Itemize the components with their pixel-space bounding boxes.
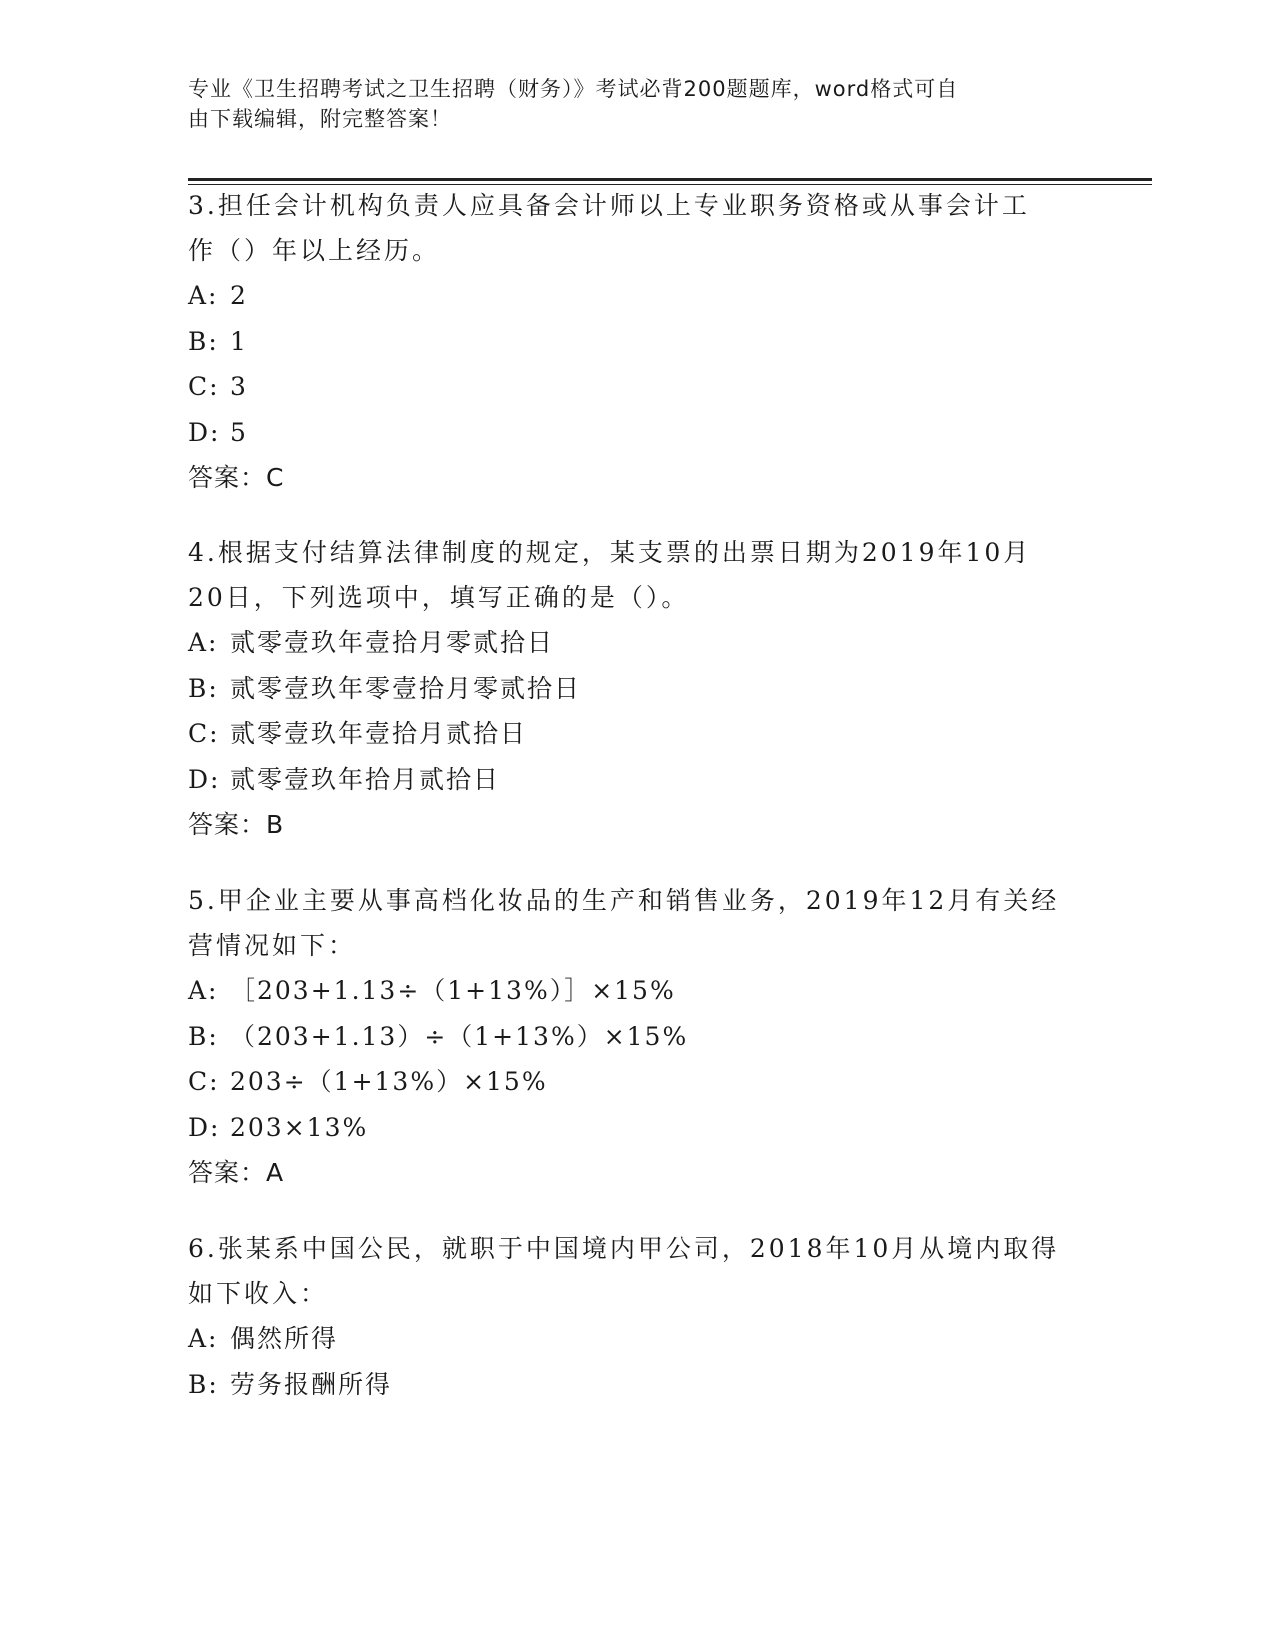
- answer: 答案：B: [188, 810, 285, 839]
- option-d: [188, 410, 1088, 456]
- option-b: [188, 666, 1088, 712]
- question-line: 营情况如下：: [188, 931, 357, 960]
- option-key: D:: [188, 764, 221, 794]
- question-text: [188, 530, 1088, 620]
- option-text: 1: [230, 326, 248, 356]
- document-header: [188, 74, 1068, 134]
- option-key: D:: [188, 1112, 221, 1142]
- option-key: B:: [188, 1369, 219, 1399]
- question-line: 3.担任会计机构负责人应具备会计师以上专业职务资格或从事会计工: [188, 191, 1030, 220]
- option-b: [188, 1362, 1088, 1408]
- option-key: A:: [188, 1324, 219, 1353]
- option-a: [188, 1316, 1088, 1362]
- option-c: [188, 711, 1088, 757]
- option-text: 2: [230, 281, 248, 310]
- question-line: 作（）年以上经历。: [188, 236, 441, 265]
- option-text: 偶然所得: [230, 1324, 339, 1353]
- option-text: 203×13%: [230, 1112, 369, 1142]
- question-line: 如下收入：: [188, 1279, 329, 1308]
- option-text: 203÷（1+13%）×15%: [230, 1067, 548, 1096]
- option-a: [188, 968, 1088, 1014]
- question-3: [188, 183, 1088, 500]
- question-text: [188, 1226, 1088, 1316]
- question-5: [188, 878, 1088, 1195]
- question-4: [188, 530, 1088, 847]
- option-b: [188, 319, 1088, 365]
- question-text: [188, 183, 1088, 273]
- option-text: （203+1.13）÷（1+13%）×15%: [230, 1021, 689, 1051]
- option-text: 贰零壹玖年壹拾月贰拾日: [230, 719, 528, 748]
- answer: 答案：A: [188, 1158, 285, 1187]
- option-a: [188, 273, 1088, 319]
- option-key: C:: [188, 372, 220, 401]
- option-text: 贰零壹玖年零壹拾月零贰拾日: [230, 673, 582, 703]
- question-6: [188, 1226, 1088, 1407]
- option-text: 贰零壹玖年壹拾月零贰拾日: [230, 628, 555, 657]
- option-text: 5: [230, 417, 248, 447]
- option-key: A:: [188, 628, 219, 657]
- option-key: A:: [188, 976, 219, 1005]
- question-line: 4.根据支付结算法律制度的规定，某支票的出票日期为2019年10月: [188, 538, 1032, 567]
- question-line: 5.甲企业主要从事高档化妆品的生产和销售业务，2019年12月有关经: [188, 886, 1060, 915]
- option-key: B:: [188, 673, 219, 703]
- header-line-2: 由下载编辑，附完整答案！: [188, 107, 452, 131]
- option-d: [188, 757, 1088, 803]
- question-line: 20日，下列选项中，填写正确的是（）。: [188, 583, 690, 612]
- header-line-1: 专业《卫生招聘考试之卫生招聘（财务）》考试必背200题题库，word格式可自: [188, 77, 959, 101]
- option-text: 贰零壹玖年拾月贰拾日: [230, 764, 501, 794]
- answer: 答案：C: [188, 463, 285, 492]
- option-c: [188, 1059, 1088, 1105]
- option-key: C:: [188, 719, 220, 748]
- question-text: [188, 878, 1088, 968]
- option-text: 3: [230, 372, 248, 401]
- question-line: 6.张某系中国公民，就职于中国境内甲公司，2018年10月从境内取得: [188, 1234, 1060, 1263]
- option-key: D:: [188, 417, 221, 447]
- option-text: 劳务报酬所得: [230, 1369, 393, 1399]
- option-d: [188, 1105, 1088, 1151]
- option-key: C:: [188, 1067, 220, 1096]
- option-key: A:: [188, 281, 219, 310]
- option-key: B:: [188, 1021, 219, 1051]
- option-text: ［203+1.13÷（1+13%）］×15%: [230, 976, 676, 1005]
- option-key: B:: [188, 326, 219, 356]
- option-c: [188, 364, 1088, 410]
- header-divider-thick: [188, 178, 1152, 181]
- option-a: [188, 620, 1088, 666]
- option-b: [188, 1014, 1088, 1060]
